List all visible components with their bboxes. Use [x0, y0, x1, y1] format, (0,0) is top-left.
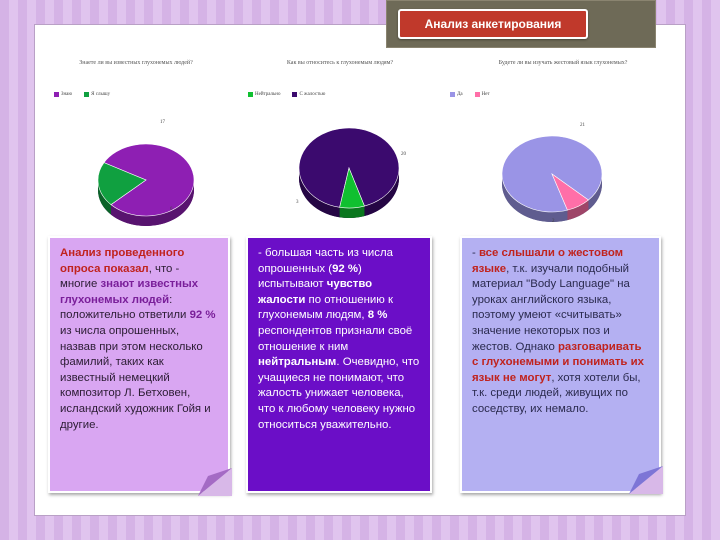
pie-body [299, 128, 399, 218]
pie-chart [240, 60, 440, 230]
note-text: . Очевидно, что учащиеся не понимают, что жалость унижает человека, что к любому человеку нужно относиться уважительно. [258, 356, 420, 431]
note-text: , хотя хотели бы, т.к. среди людей, живущих по соседству, их немало. [472, 371, 641, 415]
note-text: - [472, 247, 479, 259]
chart-title: Будете ли вы изучать жестовый язык глухонемых? [498, 60, 628, 66]
note-text: , т.к. изучали подобный материал "Body Language" на уроках английского языка, поэтому умеют «считывать» значение некоторых поз и жестов. Однако [472, 262, 630, 353]
pie-body [98, 144, 194, 226]
legend-label: Нейтрально [255, 92, 281, 97]
note-text: чувство жалости [258, 278, 373, 306]
note-text: Анализ проведенного опроса показал [60, 247, 185, 275]
note-text: 92 % [332, 262, 359, 275]
note-text: нейтральным [258, 356, 337, 369]
legend-label: Да [457, 92, 463, 97]
note-attitude [246, 236, 432, 493]
note-known-people [48, 236, 230, 493]
slide-title: Анализ анкетирования [398, 9, 588, 39]
note-text: 8 % [367, 309, 388, 322]
data-label: 3 [296, 200, 299, 205]
note-text: , что - многие [60, 262, 180, 291]
legend-label: Знаю [61, 92, 73, 97]
chart-known-people [46, 60, 226, 230]
data-label: 17 [160, 120, 165, 125]
legend-label: С жалостью [299, 92, 326, 97]
note-text: из числа опрошенных, назвав при этом несколько фамилий, таких как известный немецкий композитор Л. Бетховен, исландский художник Гойя и другие. [60, 324, 211, 431]
legend-label: Нет [481, 92, 490, 97]
pie-body [502, 136, 602, 222]
pie-chart [458, 60, 668, 230]
data-label: 20 [401, 152, 406, 157]
note-text: ) испытывают [258, 262, 362, 291]
data-label: 21 [580, 123, 585, 128]
chart-sign-language [458, 60, 668, 230]
page-fold-icon [629, 466, 663, 494]
data-label: 6 [170, 207, 173, 212]
note-text: 92 % [189, 309, 216, 322]
legend-swatch [450, 92, 455, 97]
data-label: 2 [552, 219, 555, 224]
note-text: : положительно ответили [60, 293, 190, 322]
chart-title: Знаете ли вы известных глухонемых людей? [79, 60, 193, 66]
chart-attitude [240, 60, 440, 230]
legend-label: Я слышу [91, 92, 111, 97]
page-fold-icon [198, 468, 232, 496]
note-text: разговаривать с глухонемыми и понимать их язык не могут [472, 340, 644, 384]
note-text: - большая часть из числа опрошенных ( [258, 247, 393, 275]
note-text: все слышали о жестовом языке [472, 247, 624, 275]
chart-title: Как вы относитесь к глухонемым людям? [286, 60, 394, 66]
pie-chart [46, 60, 226, 230]
note-text: знают известных глухонемых людей [60, 278, 199, 306]
note-text: респондентов признали своё отношение к ним [258, 324, 413, 353]
note-sign-language [460, 236, 661, 493]
note-text: по отношению к глухонемым людям, [258, 293, 393, 322]
